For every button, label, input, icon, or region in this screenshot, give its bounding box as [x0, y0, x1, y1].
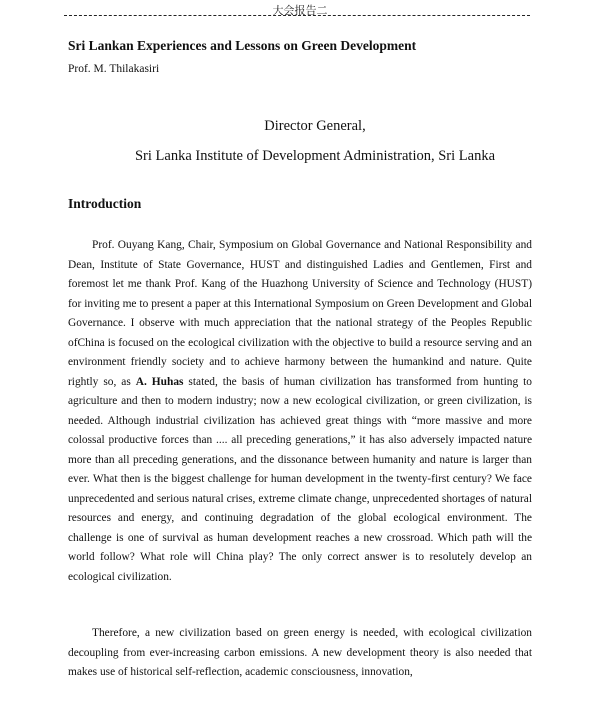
header-rule — [64, 15, 530, 16]
cited-author: A. Huhas — [135, 375, 184, 388]
body-paragraph — [68, 236, 532, 587]
body-paragraph: Therefore, a new civilization based on green energy is needed, with ecological civilization decoupling from ever-increasing carbon emissions. A new development theory is also needed that makes use of historical self-reflection, academic consciousness, innovation, — [68, 627, 532, 678]
author-affiliation: Sri Lanka Institute of Development Administration, Sri Lanka — [134, 148, 495, 164]
paper-title: Sri Lankan Experiences and Lessons on Green Development — [68, 38, 417, 53]
author-name: Prof. M. Thilakasiri — [68, 63, 160, 75]
paragraph-text: stated, the basis of human civilization has transformed from hunting to agriculture and then to modern industry; now a new ecological civilization, or green civilization, is needed. Although industrial civilization has achieved great things with “more massive and more colossal productive forces than .... all preceding generations,” it has also adversely impacted nature more than all preceding generations, and the dissonance between humanity and nature is larger than ever. What then is the biggest challenge for human development in the twenty-first century? We face unprecedented and serious natural crises, extreme climate change, unprecedented shortages of natural resources and energy, and continuing degradation of the global ecological environment. The challenge is one of survival as human development reaches a new crossroad. Which path will the world follow? What role will China play? The only correct answer is to resolutely develop an ecological civilization. — [68, 375, 532, 583]
running-header: 大会报告二 — [272, 4, 328, 17]
section-heading: Introduction — [68, 196, 142, 211]
author-role: Director General, — [264, 118, 366, 134]
paragraph-text: Prof. Ouyang Kang, Chair, Symposium on Global Governance and National Responsibility and Dean, Institute of State Governance, HUST and distinguished Ladies and Gentlemen, First and foremost let me thank Prof. Kang of the Huazhong University of Science and Technology (HUST) for inviting me to present a paper at this International Symposium on Green Development and Global Governance. I observe with much appreciation that the national strategy of the Peoples Republic ofChina is focused on the ecological civilization with the objective to build a resource serving and an environment friendly society and to achieve harmony between the humankind and nature. Quite rightly so, as — [68, 239, 532, 388]
